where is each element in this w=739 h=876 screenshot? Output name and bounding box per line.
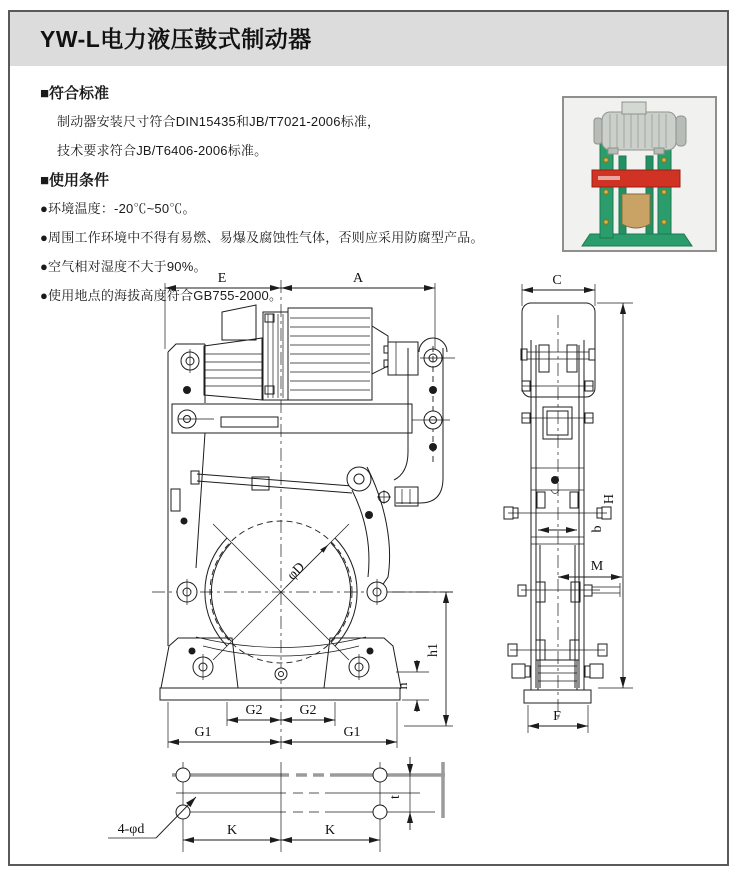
standards-line: 制动器安装尺寸符合DIN15435和JB/T7021-2006标准， (57, 114, 381, 129)
dim-label-t: t (388, 795, 403, 799)
dim-label-phiD: φD (284, 559, 309, 584)
condition-item: ●环境温度：-20℃~50℃。 (40, 201, 196, 216)
standards-line: 技术要求符合JB/T6406-2006标准。 (57, 143, 268, 158)
condition-item: ●周围工作环境中不得有易燃、易爆及腐蚀性气体，否则应采用防腐型产品。 (40, 230, 484, 245)
dim-label-b: b (590, 525, 605, 533)
dim-label-K: K (324, 823, 336, 838)
bottom-view (108, 757, 445, 852)
dim-label-H: H (602, 493, 617, 505)
dim-label-M: M (590, 559, 604, 574)
condition-item: ●使用地点的海拔高度符合GB755-2000。 (40, 288, 283, 303)
dim-label-G2: G2 (245, 703, 263, 718)
thruster (204, 305, 455, 462)
dim-label-bolt-holes: 4-φd (117, 822, 145, 837)
standards-heading: ■符合标准 (40, 85, 110, 102)
condition-item: ●空气相对湿度不大于90%。 (40, 259, 207, 274)
dim-label-G2: G2 (299, 703, 317, 718)
page-title: YW-L电力液压鼓式制动器 (40, 26, 312, 52)
front-view (152, 271, 455, 752)
dim-label-K: K (226, 823, 238, 838)
dim-label-C: C (552, 273, 562, 288)
dim-label-F: F (553, 709, 561, 724)
dim-label-G1: G1 (194, 725, 212, 740)
dim-label-h1: h1 (426, 643, 441, 657)
side-view (504, 273, 633, 733)
dim-label-A: A (352, 271, 364, 286)
dim-label-n: n (396, 682, 411, 690)
dim-label-E: E (217, 271, 227, 286)
dim-label-G1: G1 (343, 725, 361, 740)
conditions-heading: ■使用条件 (40, 172, 110, 189)
